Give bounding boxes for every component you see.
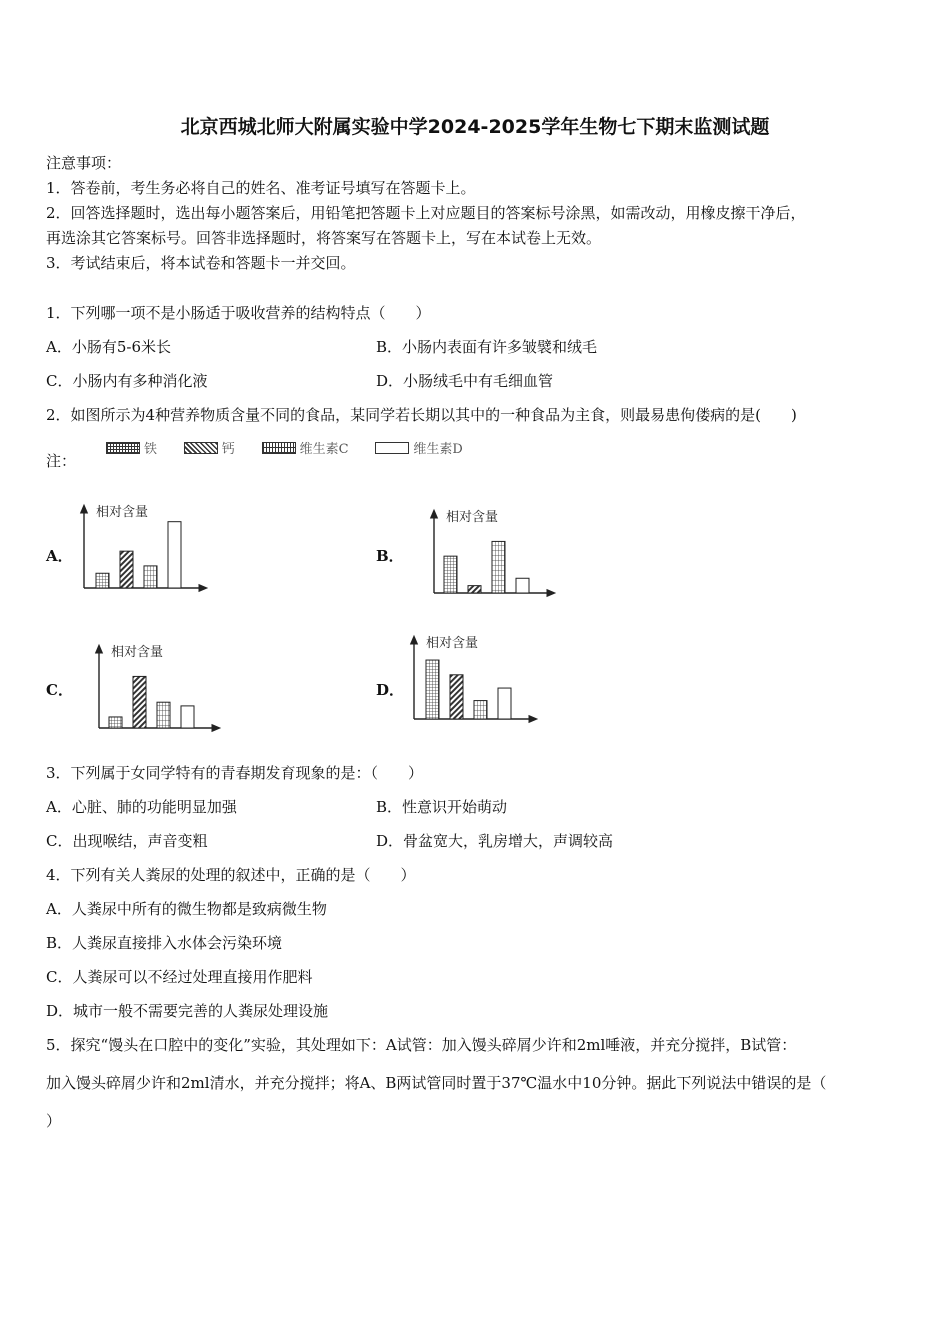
q5-stem-line3: ） (46, 1112, 62, 1130)
legend-label: 维生素C (299, 442, 349, 457)
q4-option-b: B．人粪尿直接排入水体会污染环境 (46, 934, 283, 952)
bar-vitamin-c (144, 566, 157, 588)
q3-option-a: A．心脏、肺的功能明显加强 (46, 798, 237, 816)
q1-stem: 1．下列哪一项不是小肠适于吸收营养的结构特点（ ） (46, 304, 431, 322)
q2-option-d-label[interactable]: D． (376, 681, 405, 699)
q1-option-c: C．小肠内有多种消化液 (46, 372, 208, 390)
bar-calcium (450, 675, 463, 719)
q4-stem: 4．下列有关人粪尿的处理的叙述中，正确的是（ ） (46, 866, 416, 884)
bar-iron (426, 660, 439, 719)
q2-option-b-label[interactable]: B． (376, 547, 404, 565)
bar-vitamin-d (181, 706, 194, 728)
legend-label: 钙 (221, 442, 235, 457)
bar-iron (96, 573, 109, 588)
bar-iron (109, 717, 122, 728)
bar-vitamin-c (492, 541, 505, 593)
bar-calcium (468, 586, 481, 593)
legend-label: 维生素D (413, 442, 463, 457)
notice-item: 1．答卷前，考生务必将自己的姓名、准考证号填写在答题卡上。 (46, 179, 476, 197)
q4-option-c: C．人粪尿可以不经过处理直接用作肥料 (46, 968, 313, 986)
bar-calcium (133, 676, 146, 728)
bar-vitamin-d (168, 522, 181, 588)
q5-stem-line2: 加入馒头碎屑少许和2ml清水，并充分搅拌；将A、B两试管同时置于37℃温水中10分钟。据此下列说法中错误的是（ (46, 1074, 827, 1092)
q4-option-d: D．城市一般不需要完善的人粪尿处理设施 (46, 1002, 329, 1020)
q2-option-c-label[interactable]: C． (46, 681, 73, 699)
q2-stem: 2．如图所示为4种营养物质含量不同的食品，某同学若长期以其中的一种食品为主食，则最易患佝偻病的是( ) (46, 406, 797, 424)
q1-option-b: B．小肠内表面有许多皱襞和绒毛 (376, 338, 598, 356)
bar-calcium (120, 551, 133, 588)
q1-option-d: D．小肠绒毛中有毛细血管 (376, 372, 554, 390)
q3-stem: 3．下列属于女同学特有的青春期发育现象的是：（ ） (46, 764, 424, 782)
q2-note-label: 注： (46, 452, 77, 470)
bar-vitamin-d (516, 578, 529, 593)
y-axis-label: 相对含量 (426, 636, 479, 651)
bar-vitamin-c (157, 702, 170, 728)
chart-panel-c (99, 644, 217, 728)
q1-option-a: A．小肠有5-6米长 (46, 338, 171, 356)
q3-option-d: D．骨盆宽大，乳房增大，声调较高 (376, 832, 614, 850)
page-title: 北京西城北师大附属实验中学2024-2025学年生物七下期末监测试题 (180, 116, 770, 138)
notice-item: 再选涂其它答案标号。回答非选择题时，将答案写在答题卡上，写在本试卷上无效。 (46, 229, 602, 247)
notice-item: 3．考试结束后，将本试卷和答题卡一并交回。 (46, 254, 356, 272)
notice-heading: 注意事项： (46, 154, 122, 172)
y-axis-label: 相对含量 (96, 505, 149, 520)
chart-panel-a (84, 504, 204, 588)
y-axis-label: 相对含量 (111, 645, 164, 660)
bar-vitamin-c (474, 701, 487, 719)
q3-option-b: B．性意识开始萌动 (376, 798, 508, 816)
bar-iron (444, 556, 457, 593)
bar-vitamin-d (498, 688, 511, 719)
q3-option-c: C．出现喉结，声音变粗 (46, 832, 208, 850)
q4-option-a: A．人粪尿中所有的微生物都是致病微生物 (46, 900, 327, 918)
q5-stem-line1: 5．探究“馒头在口腔中的变化”实验，其处理如下：A试管：加入馒头碎屑少许和2ml唾液，并充分搅拌，B试管： (46, 1036, 797, 1054)
y-axis-label: 相对含量 (446, 510, 499, 525)
chart-panel-b (434, 509, 552, 593)
q2-option-a-label[interactable]: A． (46, 547, 73, 565)
legend-label: 铁 (144, 442, 158, 457)
notice-item: 2．回答选择题时，选出每小题答案后，用铅笔把答题卡上对应题目的答案标号涂黑，如需改动，用橡皮擦干净后， (46, 204, 806, 222)
chart-panel-d (414, 635, 534, 719)
